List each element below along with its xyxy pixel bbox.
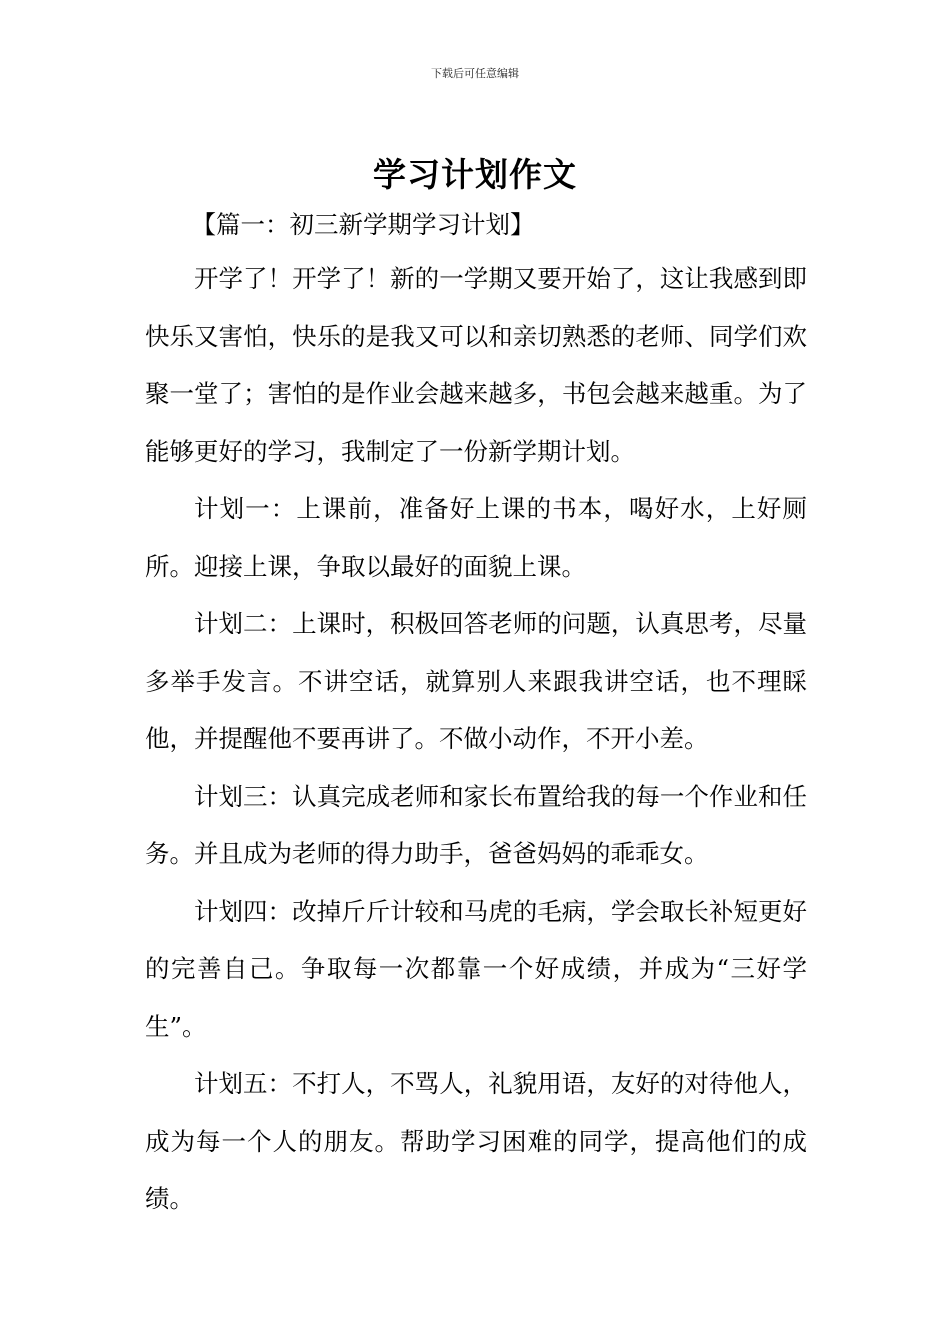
paragraph-plan-5: 计划五：不打人，不骂人，礼貌用语，友好的对待他人，成为每一个人的朋友。帮助学习困难的同学，提高他们的成绩。: [145, 1069, 807, 1213]
section-heading: 【篇一：初三新学期学习计划】: [191, 210, 535, 239]
document-body: [145, 200, 807, 1228]
document-title: 学习计划作文: [373, 155, 577, 195]
paragraph-plan-1: 计划一：上课前，准备好上课的书本，喝好水，上好厕所。迎接上课，争取以最好的面貌上课。: [145, 494, 807, 581]
paragraph-plan-3: 计划三：认真完成老师和家长布置给我的每一个作业和任务。并且成为老师的得力助手，爸爸妈妈的乖乖女。: [145, 781, 807, 868]
paragraph-plan-4: 计划四：改掉斤斤计较和马虎的毛病，学会取长补短更好的完善自己。争取每一次都靠一个好成绩，并成为“三好学生”。: [145, 896, 807, 1041]
header-note: 下载后可任意编辑: [431, 67, 519, 80]
paragraph-plan-2: 计划二：上课时，积极回答老师的问题，认真思考，尽量多举手发言。不讲空话，就算别人来跟我讲空话，也不理睬他，并提醒他不要再讲了。不做小动作，不开小差。: [145, 609, 807, 753]
paragraph-intro: 开学了！开学了！新的一学期又要开始了，这让我感到即快乐又害怕，快乐的是我又可以和亲切熟悉的老师、同学们欢聚一堂了；害怕的是作业会越来越多，书包会越来越重。为了能够更好的学习，我制定了一份新学期计划。: [145, 264, 807, 466]
